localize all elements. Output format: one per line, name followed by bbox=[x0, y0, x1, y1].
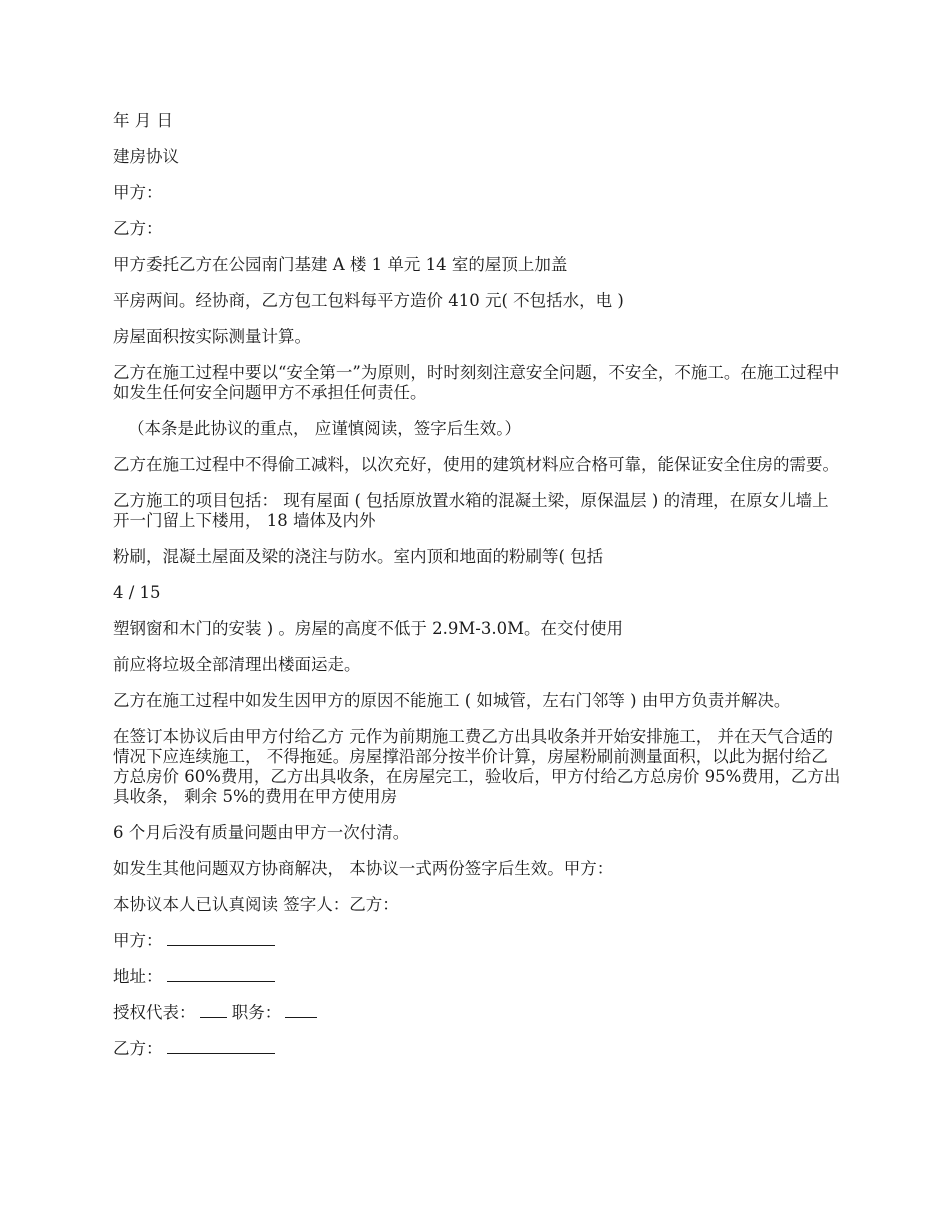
paragraph: 乙方在施工过程中要以“安全第一”为原则，时时刻刻注意安全问题，不安全，不施工。在施工过程中如发生任何安全问题甲方不承担任何责任。 bbox=[113, 363, 840, 402]
signature-representative bbox=[113, 1003, 843, 1023]
paragraph: 房屋面积按实际测量计算。 bbox=[113, 327, 311, 346]
signature-party-b-label: 乙方： bbox=[113, 1039, 163, 1058]
signature-representative-blank bbox=[200, 1003, 227, 1018]
signature-position-label: 职务： bbox=[231, 1003, 282, 1022]
signature-party-b bbox=[113, 1039, 843, 1059]
signature-party-a-label: 甲方： bbox=[113, 931, 163, 950]
page-number: 4 / 15 bbox=[113, 583, 161, 602]
paragraph: 甲方委托乙方在公园南门基建 A 楼 1 单元 14 室的屋顶上加盖 bbox=[113, 255, 568, 274]
signature-party-a bbox=[113, 931, 843, 951]
signature-address-label: 地址： bbox=[113, 967, 163, 986]
signature-address-blank bbox=[167, 967, 275, 982]
paragraph: 前应将垃圾全部清理出楼面运走。 bbox=[113, 655, 361, 674]
signature-party-b-blank bbox=[167, 1039, 275, 1054]
paragraph: 乙方施工的项目包括： 现有屋面 ( 包括原放置水箱的混凝土梁，原保温层 ) 的清理，在原女儿墙上开一门留上下楼用， 18 墙体及内外 bbox=[113, 491, 829, 530]
key-clause-note: （本条是此协议的重点， 应谨慎阅读，签字后生效。） bbox=[128, 419, 521, 438]
document-body bbox=[113, 111, 843, 1075]
document-title: 建房协议 bbox=[113, 147, 179, 166]
paragraph: 在签订本协议后由甲方付给乙方 元作为前期施工费乙方出具收条并开始安排施工， 并在天气合适的情况下应连续施工， 不得拖延。房屋撑沿部分按半价计算，房屋粉刷前测量面积，以此为据付给乙方总房价 60%费用，乙方出具收条，在房屋完工，验收后，甲方付给乙方总房价 95%费用，乙方出具收条， 剩余 5%的费用在甲方使用房 bbox=[113, 727, 841, 806]
paragraph: 本协议本人已认真阅读 签字人：乙方： bbox=[113, 895, 399, 914]
paragraph: 粉刷，混凝土屋面及梁的浇注与防水。室内顶和地面的粉刷等( 包括 bbox=[113, 547, 604, 566]
party-a-line: 甲方： bbox=[113, 183, 163, 202]
signature-address bbox=[113, 967, 843, 987]
paragraph: 塑钢窗和木门的安装 ) 。房屋的高度不低于 2.9M-3.0M。在交付使用 bbox=[113, 619, 624, 638]
paragraph: 乙方在施工过程中不得偷工减料，以次充好，使用的建筑材料应合格可靠，能保证安全住房的需要。 bbox=[113, 455, 839, 474]
paragraph: 如发生其他问题双方协商解决， 本协议一式两份签字后生效。甲方： bbox=[113, 859, 614, 878]
party-b-line: 乙方： bbox=[113, 219, 163, 238]
date-line: 年 月 日 bbox=[113, 111, 173, 130]
signature-representative-label: 授权代表： bbox=[113, 1003, 196, 1022]
signature-party-a-blank bbox=[167, 931, 275, 946]
paragraph: 6 个月后没有质量问题由甲方一次付清。 bbox=[113, 823, 410, 842]
paragraph: 平房两间。经协商，乙方包工包料每平方造价 410 元( 不包括水，电 ) bbox=[113, 291, 624, 310]
paragraph: 乙方在施工过程中如发生因甲方的原因不能施工 ( 如城管，左右门邻等 ) 由甲方负责并解决。 bbox=[113, 691, 791, 710]
signature-position-blank bbox=[285, 1003, 317, 1018]
